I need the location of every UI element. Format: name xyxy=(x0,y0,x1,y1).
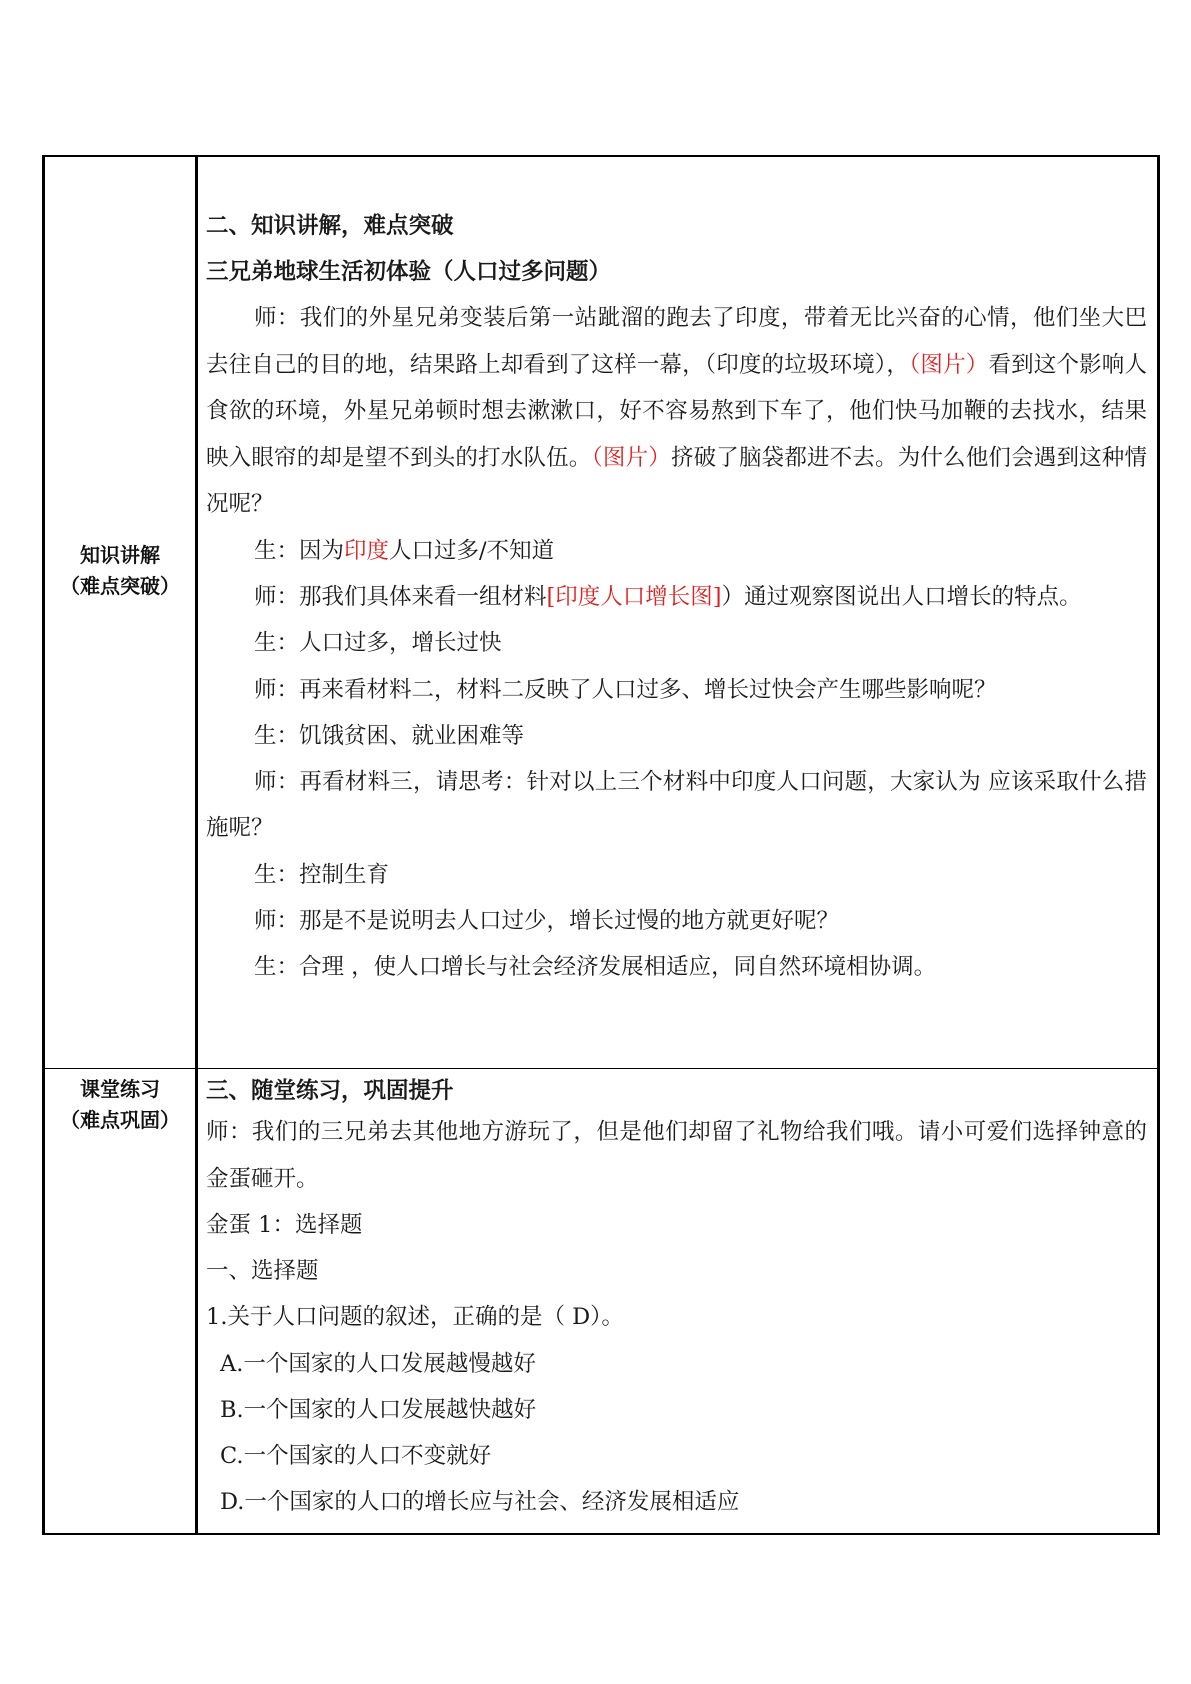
student-answer-5: 生：合理 ，使人口增长与社会经济发展相适应，同自然环境相协调。 xyxy=(254,954,937,981)
option-d: D.一个国家的人口的增长应与社会、经济发展相适应 xyxy=(220,1489,740,1516)
question-stem: 1.关于人口问题的叙述，正确的是（ D）。 xyxy=(206,1304,624,1331)
student-answer-3: 生：饥饿贫困、就业困难等 xyxy=(254,722,525,749)
teacher-line-4: 师：再看材料三，请思考：针对以上三个材料中印度人口问题，大家认为 应该采取什么措施呢？ xyxy=(206,768,1147,842)
knowledge-content xyxy=(206,203,1147,991)
teacher-line-3: 师：再来看材料二，材料二反映了人口过多、增长过快会产生哪些影响呢？ xyxy=(254,676,997,703)
teacher-paragraph-1: 师：我们的外星兄弟变装后第一站跐溜的跑去了印度，带着无比兴奋的心情，他们坐大巴去往自己的目的地，结果路上却看到了这样一幕，（印度的垃圾环境），（图片）看到这个影响人食欲的环境，外星兄弟顿时想去漱漱口，好不容易熬到下车了，他们快马加鞭的去找水，结果映入眼帘的却是望不到头的打水队伍。（图片）挤破了脑袋都进不去。为什么他们会遇到这种情况呢？ xyxy=(206,305,1147,518)
question-type: 一、选择题 xyxy=(206,1258,319,1285)
column-divider xyxy=(195,157,198,1533)
option-c: C.一个国家的人口不变就好 xyxy=(220,1443,492,1470)
lesson-table xyxy=(42,155,1160,1535)
row-label-knowledge: 知识讲解 （难点突破） xyxy=(60,543,180,598)
practice-content xyxy=(206,1074,1147,1525)
image-placeholder-1: （图片） xyxy=(909,351,989,378)
golden-egg-label: 金蛋 1：选择题 xyxy=(206,1212,363,1238)
teacher-line-2: 师：那我们具体来看一组材料[印度人口增长图]）通过观察图说出人口增长的特点。 xyxy=(254,584,1082,611)
practice-intro: 师：我们的三兄弟去其他地方游玩了，但是他们却留了礼物给我们哦。请小可爱们选择钟意的金蛋砸开。 xyxy=(206,1119,1147,1192)
image-placeholder-2: （图片） xyxy=(591,444,671,471)
option-a: A.一个国家的人口发展越慢越好 xyxy=(220,1350,536,1377)
practice-heading: 三、随堂练习，巩固提升 xyxy=(206,1078,454,1104)
material-reference: [印度人口增长图] xyxy=(546,584,722,611)
teacher-line-5: 师：那是不是说明去人口过少，增长过慢的地方就更好呢？ xyxy=(254,908,840,935)
section-subheading: 三兄弟地球生活初体验（人口过多问题） xyxy=(206,259,612,286)
option-b: B.一个国家的人口发展越快越好 xyxy=(220,1396,537,1423)
row-divider xyxy=(45,1068,1157,1069)
row-label-practice: 课堂练习 （难点巩固） xyxy=(60,1077,180,1132)
student-answer-4: 生：控制生育 xyxy=(254,861,390,888)
student-answer-2: 生：人口过多，增长过快 xyxy=(254,630,502,657)
section-heading: 二、知识讲解，难点突破 xyxy=(206,213,454,239)
student-answer-1: 生：因为印度人口过多/不知道 xyxy=(254,537,555,564)
